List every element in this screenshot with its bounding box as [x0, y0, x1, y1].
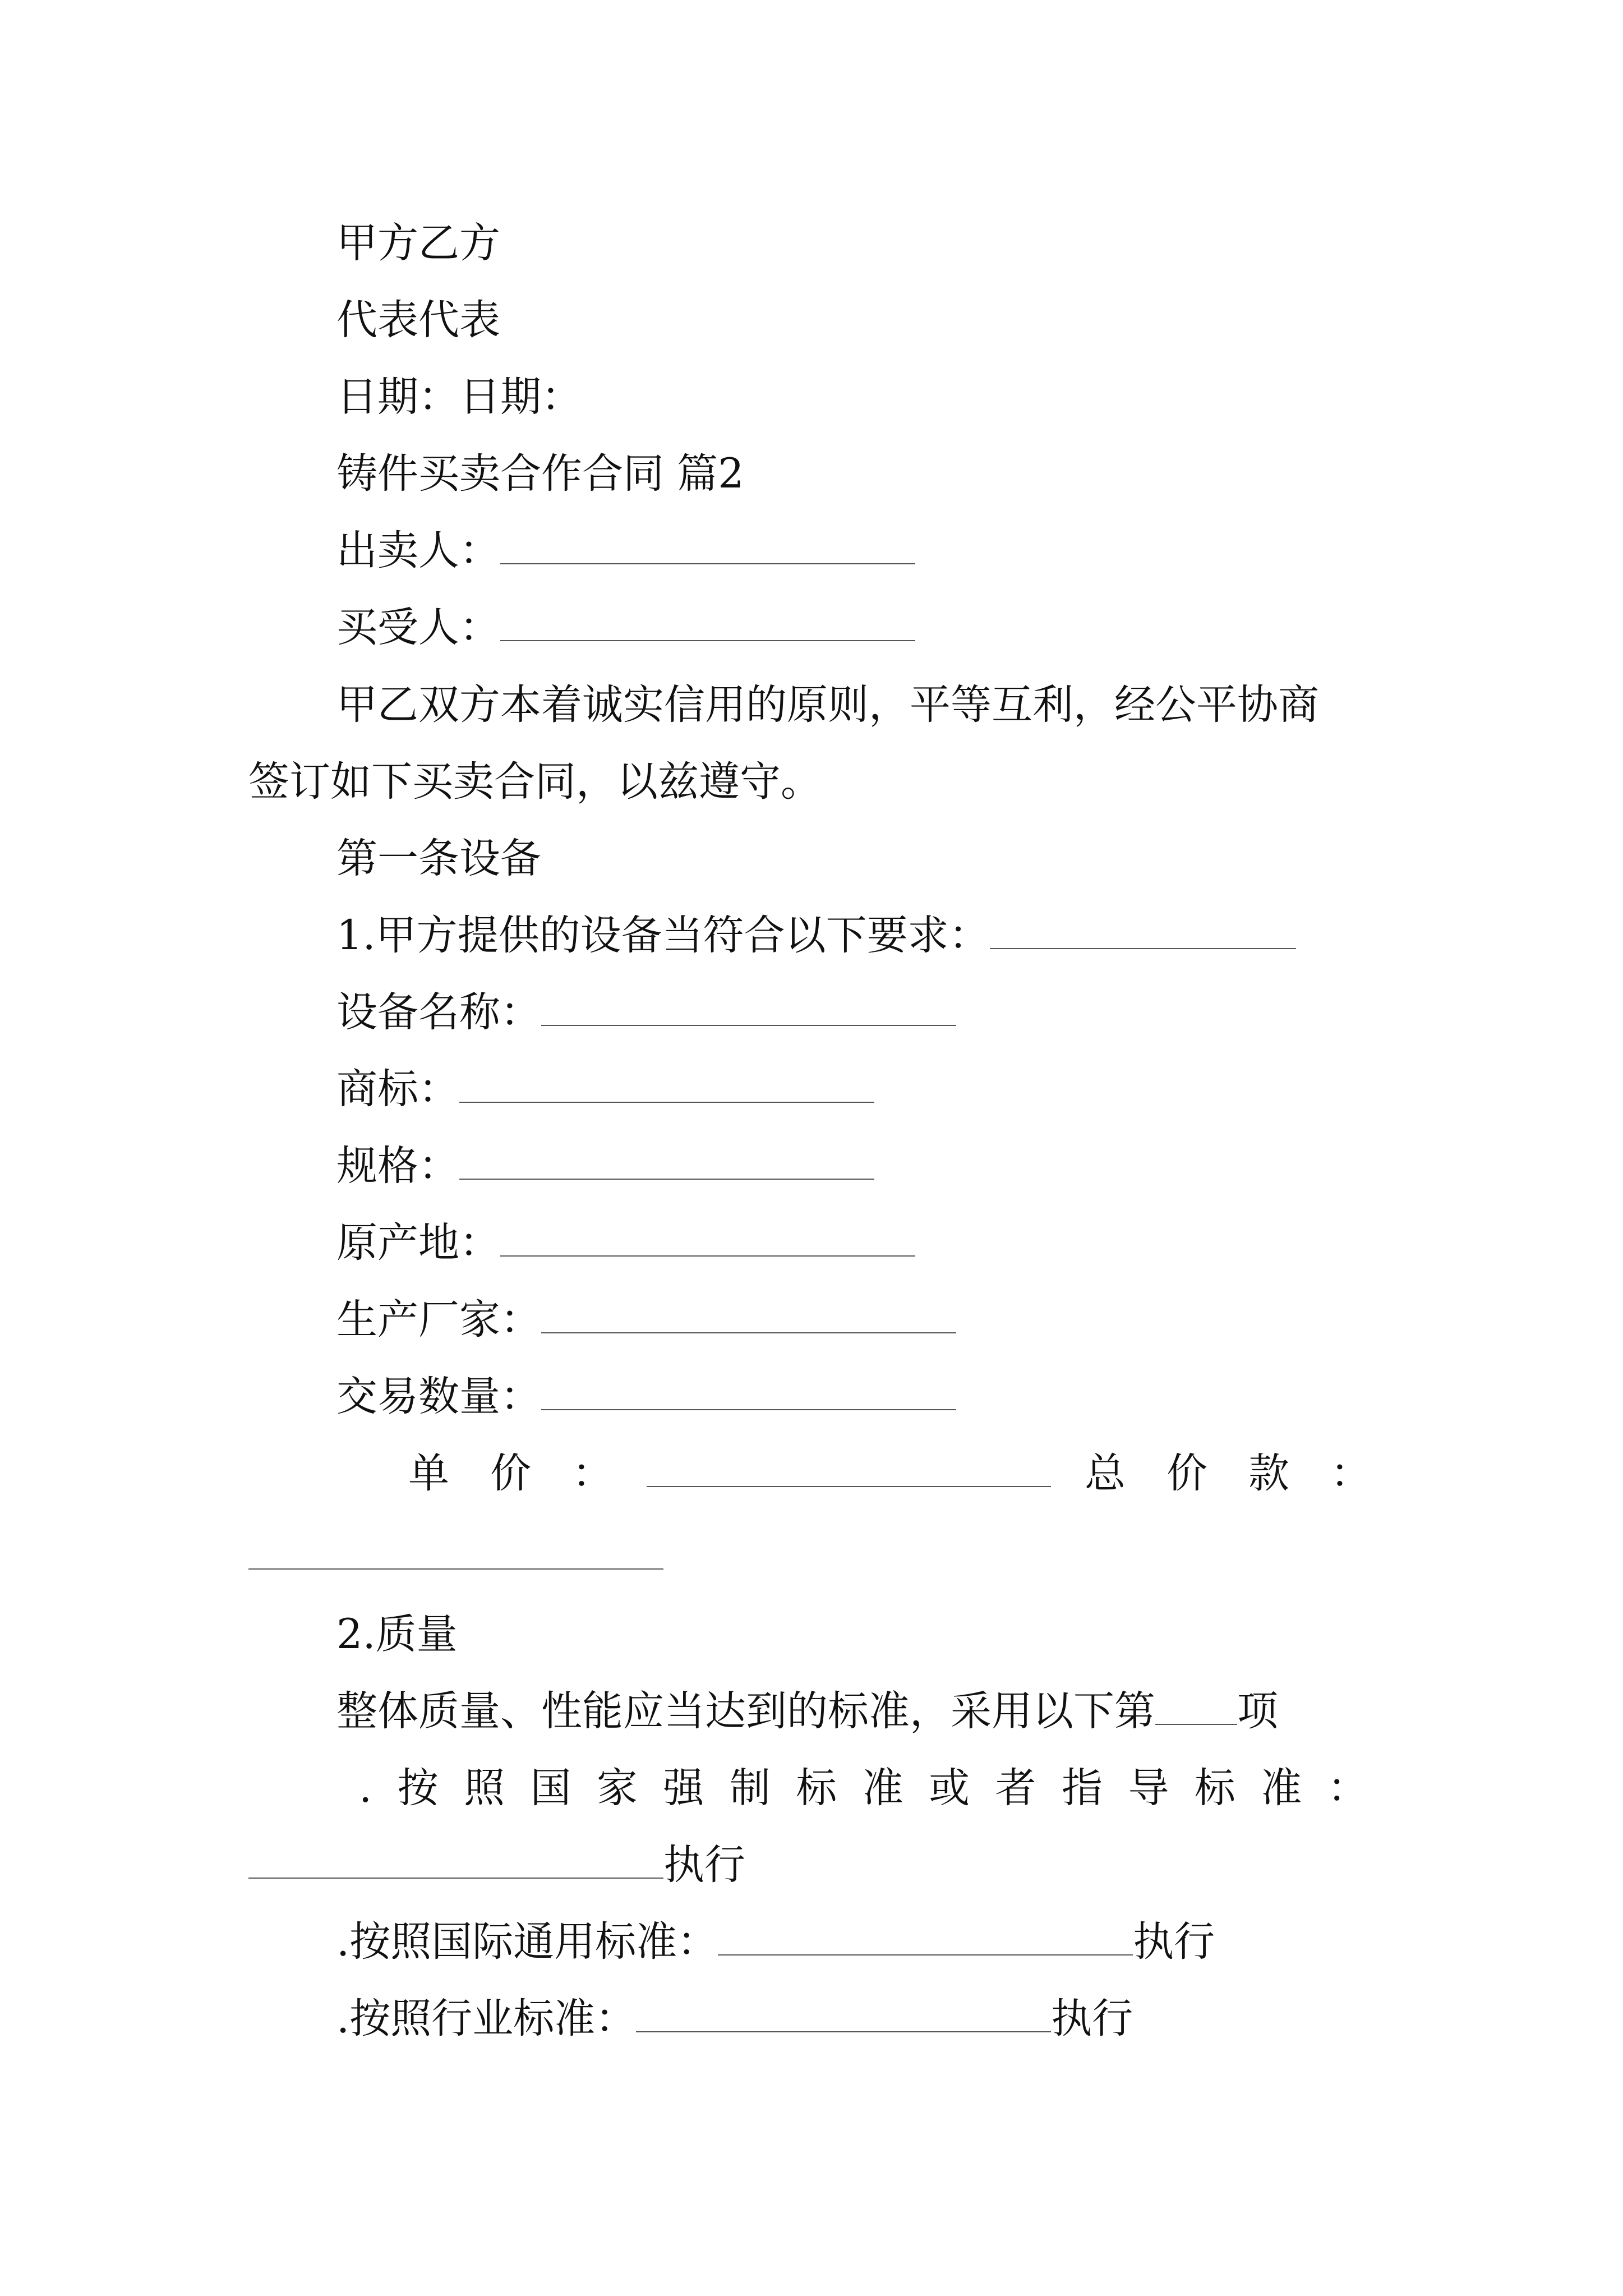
buyer-label: 买受人：	[336, 604, 500, 651]
article-heading: 第一条设备	[336, 835, 541, 882]
equipment-name-blank[interactable]	[541, 990, 956, 1026]
origin-field	[336, 1215, 915, 1271]
unit-price-blank[interactable]	[647, 1451, 1051, 1487]
spec-blank[interactable]	[459, 1144, 874, 1180]
brand-label: 商标：	[336, 1065, 459, 1113]
total-price-char: ：	[1330, 1450, 1371, 1497]
brand-blank[interactable]	[459, 1067, 874, 1103]
unit-price-char: 价	[490, 1450, 531, 1497]
std-char: 制	[729, 1764, 771, 1812]
quantity-field	[336, 1369, 956, 1425]
std-char: 国	[530, 1764, 571, 1812]
std-char: 标	[1194, 1764, 1235, 1812]
date-labels: 日期：日期：	[336, 373, 582, 421]
maker-label: 生产厂家：	[336, 1296, 541, 1343]
execute-label: 执行	[1133, 1918, 1215, 1966]
spec-label: 规格：	[336, 1142, 459, 1190]
price-field	[408, 1446, 1371, 1502]
seller-label: 出卖人：	[336, 527, 500, 574]
std-char: 家	[596, 1764, 638, 1812]
quality-option-blank[interactable]	[1155, 1689, 1237, 1725]
international-standard-label: .按照国际通用标准：	[336, 1918, 718, 1966]
international-standard-field	[336, 1914, 1215, 1970]
party-labels: 甲方乙方	[336, 219, 500, 267]
intro-paragraph-line1: 甲乙双方本着诚实信用的原则，平等互利，经公平协商	[336, 681, 1319, 729]
std-char: 准	[1261, 1764, 1302, 1812]
execute-label: 执行	[663, 1841, 745, 1889]
buyer-blank[interactable]	[500, 605, 915, 641]
std-char: 照	[464, 1764, 505, 1812]
equipment-name-field	[336, 984, 956, 1041]
total-price-blank[interactable]	[248, 1534, 663, 1570]
std-char: 强	[663, 1764, 704, 1812]
international-standard-blank[interactable]	[718, 1920, 1133, 1955]
quantity-blank[interactable]	[541, 1374, 956, 1410]
quality-heading: 2.质量	[336, 1611, 458, 1658]
spec-field	[336, 1138, 874, 1194]
std-char: 导	[1128, 1764, 1169, 1812]
industry-standard-label: .按照行业标准：	[336, 1995, 637, 2042]
quality-suffix: 项	[1237, 1687, 1278, 1735]
std-char: 或	[929, 1764, 970, 1812]
seller-field	[336, 523, 915, 579]
std-char: ：	[1327, 1764, 1368, 1812]
unit-price-char: 单	[408, 1450, 449, 1497]
intro-paragraph-line2: 签订如下买卖合同，以兹遵守。	[248, 758, 822, 806]
std-char: 者	[995, 1764, 1036, 1812]
industry-standard-field	[336, 1991, 1133, 2047]
section-title: 铸件买卖合作合同 篇2	[336, 450, 744, 498]
national-standard-line	[359, 1760, 1368, 1816]
maker-field	[336, 1292, 956, 1348]
total-price-char: 价	[1166, 1450, 1207, 1497]
maker-blank[interactable]	[541, 1297, 956, 1333]
seller-blank[interactable]	[500, 528, 915, 564]
equipment-name-label: 设备名称：	[336, 988, 541, 1036]
total-price-blank-line	[248, 1528, 663, 1584]
std-char: 按	[397, 1764, 439, 1812]
quantity-label: 交易数量：	[336, 1373, 541, 1420]
representative-labels: 代表代表	[336, 296, 500, 344]
national-standard-blank-line	[248, 1837, 745, 1893]
total-price-char: 款	[1248, 1450, 1289, 1497]
quality-standard-field	[336, 1683, 1278, 1740]
requirement-field	[336, 908, 1296, 964]
origin-blank[interactable]	[500, 1221, 915, 1257]
requirement-blank[interactable]	[990, 913, 1296, 949]
requirement-label: 1.甲方提供的设备当符合以下要求：	[336, 912, 990, 959]
total-price-char: 总	[1085, 1450, 1126, 1497]
national-standard-blank[interactable]	[248, 1843, 663, 1879]
unit-price-char: ：	[572, 1450, 613, 1497]
quality-standard-label: 整体质量、性能应当达到的标准，采用以下第	[336, 1687, 1155, 1735]
std-char: 标	[796, 1764, 837, 1812]
origin-label: 原产地：	[336, 1219, 500, 1267]
industry-standard-blank[interactable]	[636, 1996, 1051, 2032]
buyer-field	[336, 600, 915, 656]
std-char: 准	[862, 1764, 903, 1812]
std-char: .	[359, 1764, 372, 1812]
std-char: 指	[1062, 1764, 1103, 1812]
execute-label: 执行	[1051, 1995, 1133, 2042]
brand-field	[336, 1061, 874, 1117]
